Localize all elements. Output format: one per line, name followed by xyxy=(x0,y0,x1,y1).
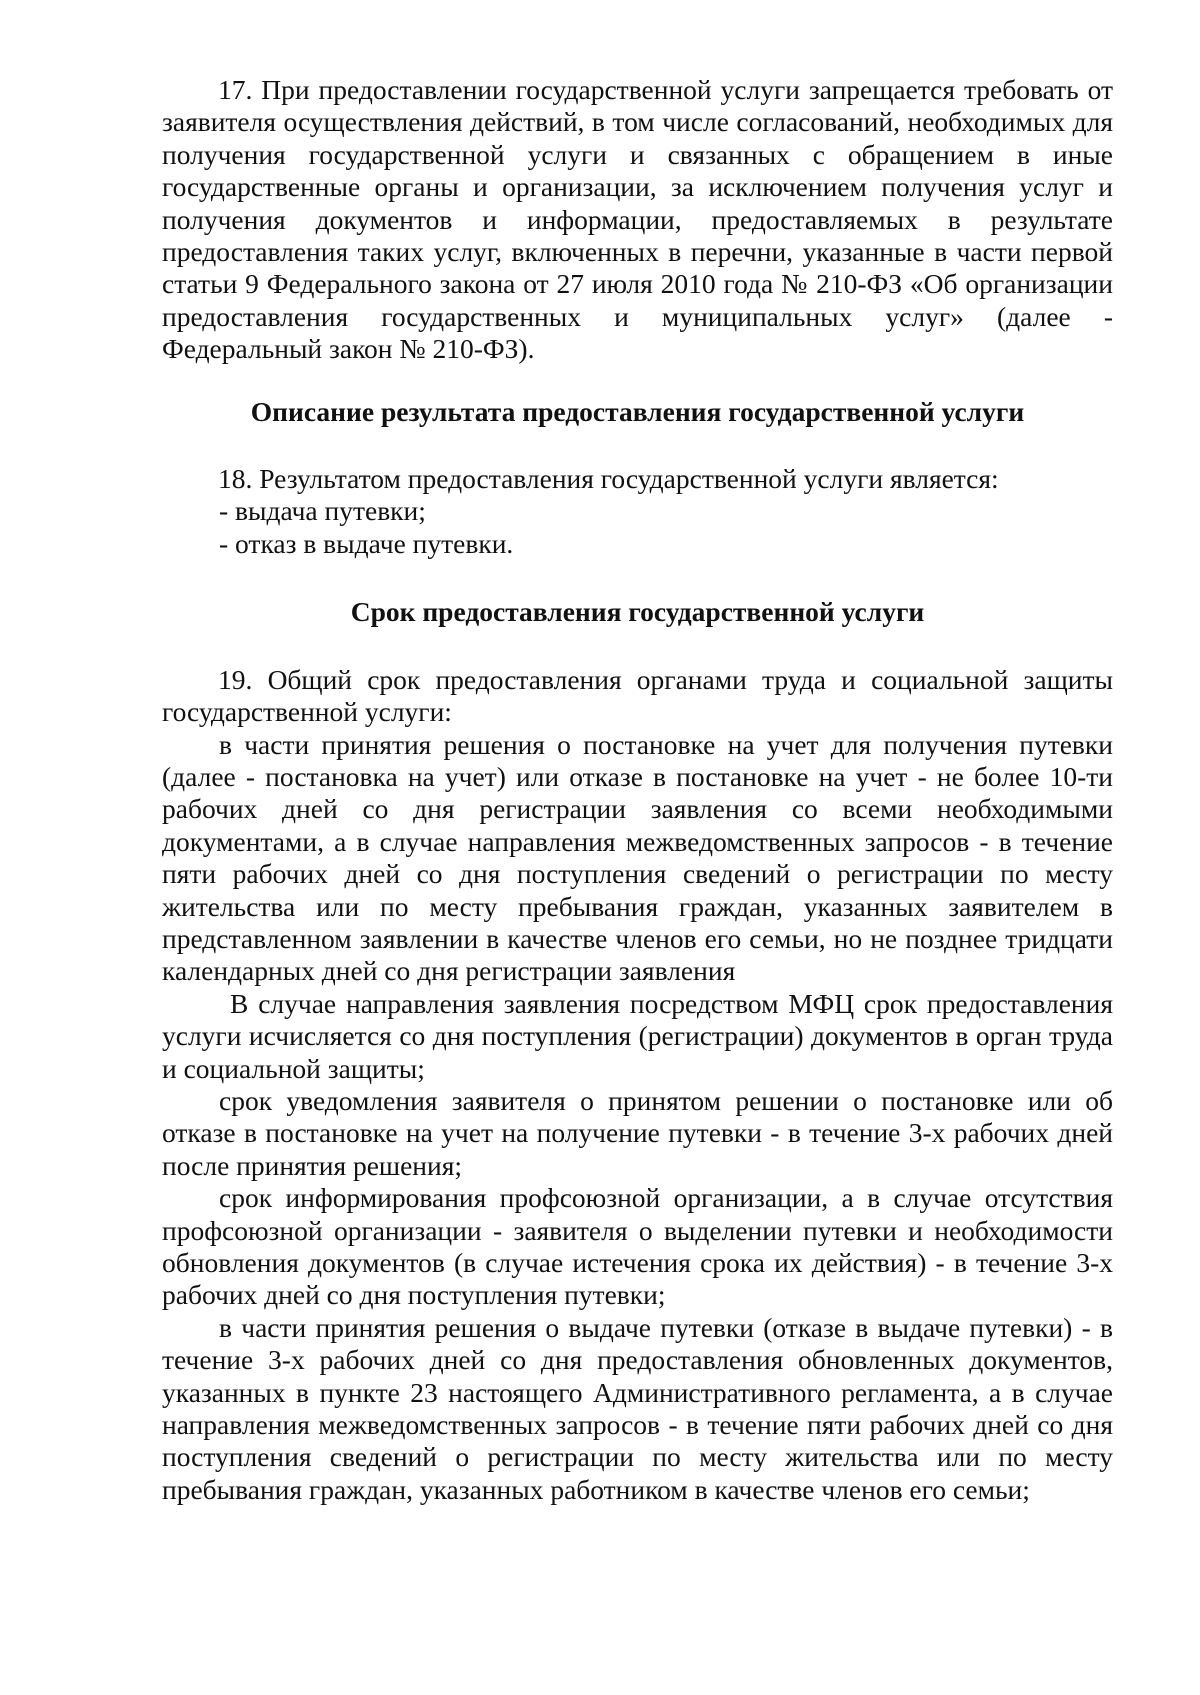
paragraph-19-informing-term: срок информирования профсоюзной организации, а в случае отсутствия профсоюзной организации - заявителя о выделении путевки и необходимости обновления документов (в случае истечения срока их действия) - в течение 3-х рабочих дней со дня поступления путевки; xyxy=(162,1182,1113,1311)
paragraph-17: 17. При предоставлении государственной услуги запрещается требовать от заявителя осуществления действий, в том числе согласований, необходимых для получения государственной услуги и связанных с обращением в иные государственные органы и организации, за исключением получения услуг и получения документов и информации, предоставляемых в результате предоставления таких услуг, включенных в перечни, указанные в части первой статьи 9 Федерального закона от 27 июля 2010 года № 210-ФЗ «Об организации предоставления государственных и муниципальных услуг» (далее - Федеральный закон № 210-ФЗ). xyxy=(162,74,1113,365)
document-page xyxy=(162,74,1113,1506)
paragraph-19-intro: 19. Общий срок предоставления органами труда и социальной защиты государственной услуги: xyxy=(162,663,1113,728)
paragraph-18-intro: 18. Результатом предоставления государственной услуги является: xyxy=(218,463,999,495)
paragraph-19-issue-decision: в части принятия решения о выдаче путевки (отказе в выдаче путевки) - в течение 3-х рабочих дней со дня предоставления обновленных документов, указанных в пункте 23 настоящего Административного регламента, а в случае направления межведомственных запросов - в течение пяти рабочих дней со дня поступления сведений о регистрации по месту жительства или по месту пребывания граждан, указанных работником в качестве членов его семьи; xyxy=(162,1311,1113,1505)
paragraph-19-notification-term: срок уведомления заявителя о принятом решении о постановке или об отказе в постановке на учет на получение путевки - в течение 3-х рабочих дней после принятия решения; xyxy=(162,1084,1113,1181)
list-item-issue-voucher: - выдача путевки; xyxy=(219,495,426,527)
heading-result-description: Описание результата предоставления государственной услуги xyxy=(250,395,1025,427)
paragraph-19-mfc-case: В случае направления заявления посредством МФЦ срок предоставления услуги исчисляется со дня поступления (регистрации) документов в орган труда и социальной защиты; xyxy=(162,987,1113,1084)
list-item-refuse-voucher: - отказ в выдаче путевки. xyxy=(219,527,514,559)
heading-service-term: Срок предоставления государственной услуги xyxy=(350,596,925,628)
paragraph-19-registration-decision: в части принятия решения о постановке на учет для получения путевки (далее - постановка на учет) или отказе в постановке на учет - не более 10-ти рабочих дней со дня регистрации заявления со всеми необходимыми документами, а в случае направления межведомственных запросов - в течение пяти рабочих дней со дня поступления сведений о регистрации по месту жительства или по месту пребывания граждан, указанных заявителем в представленном заявлении в качестве членов его семьи, но не позднее тридцати календарных дней со дня регистрации заявления xyxy=(162,728,1113,987)
